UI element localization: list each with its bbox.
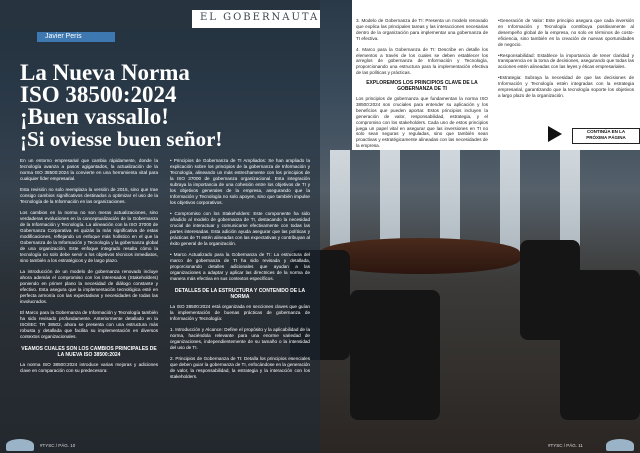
page-number-right: #TYSC / PÁG. 11 xyxy=(548,443,583,448)
paragraph: • Marco Actualizado para la Gobernanza de TI: La estructura del marco de gobernanza de TI ha sido revisada y detallada, proporcionando detalles adicionales que ayudan a las organizaciones a adaptar y aplicar las directrices de la norma de manera más efectiva en sus contextos específicos. xyxy=(170,252,310,281)
section-heading: VEAMOS CUALES SON LOS CAMBIOS PRINCIPALES DE LA NUEVA ISO 38500:2024 xyxy=(21,346,157,358)
paragraph: 1. Introducción y Alcance: Define el propósito y la aplicabilidad de la norma, haciéndola relevante para una enorme variedad de organizaciones, independientemente de su tamaño o la intensidad del uso de TI. xyxy=(170,327,310,350)
paragraph: Esta revisión no solo reemplaza la versión de 2015, sino que trae consigo cambios significativos destinados a optimizar el uso de la Tecnología de la Información en las organizaciones. xyxy=(20,187,158,204)
section-brand: EL GOBERNAUTA xyxy=(200,12,320,23)
paragraph: Los cambios en la norma no son meras actualizaciones, sino verdaderas evoluciones en la conceptualización de la Gobernanza de la Información y Tecnología. La alineación con la ISO 37000 de Gobernanza Corporativa es quizás la más significativa de estas modificaciones, reflejando un enfoque más holístico en el que la Gobernanza de la Información y Tecnología y la gobernanza global de una organización. Este enfoque integrado resalta cómo la tecnología no solo debe servir a los objetivos técnicos inmediatos, sino también a los estratégicos y de largo plazo. xyxy=(20,210,158,263)
arrow-right-icon xyxy=(548,126,562,142)
continue-next-page[interactable] xyxy=(572,128,640,144)
article-column-1 xyxy=(20,158,158,379)
magazine-logo-icon xyxy=(6,439,34,451)
author-tag: Javier Peris xyxy=(37,32,115,42)
paragraph: •Generación de Valor: Este principio asegura que cada inversión en Información y Tecnología contribuya positivamente al desempeño global de la empresa, no solo en términos de costo-eficiencia, sino también en la creación de nuevas oportunidades de negocio. xyxy=(498,18,634,47)
title-line-2: ISO 38500:2024 xyxy=(20,82,177,107)
title-line-1: La Nueva Norma xyxy=(20,60,190,85)
paragraph: El Marco para la Gobernanza de Información y Tecnología también ha sido revisado profundamente. Anteriormente detallado en la ISO/IEC TR 38502, ahora se presenta con una estructura más robusta y detallada que facilita su implementación en diversos contextos organizacionales. xyxy=(20,310,158,339)
paragraph: •Estrategia: Subraya la necesidad de que las decisiones de Información y Tecnología estén integradas con la estrategia empresarial, garantizando que la tecnología soporte los objetivos a largo plazo de la organización. xyxy=(498,75,634,98)
section-heading: EXPLOREMOS LOS PRINCIPIOS CLAVE DE LA GOBERNANZA DE TI xyxy=(366,80,478,93)
paragraph: • Compromiso con los Stakeholders: Este componente ha sido añadido al modelo de gobernanza de TI, destacando la necesidad crucial de interactuar y comunicarse efectivamente con todas las partes interesadas. Esta adición ayuda asegurar que las políticas y prácticas de TI estén alineadas con las expectativas y contribuyan al éxito general de la organización. xyxy=(170,211,310,246)
article-column-4 xyxy=(498,18,634,104)
magazine-logo-icon xyxy=(606,439,634,451)
article-column-3 xyxy=(356,18,488,154)
paragraph: •Responsabilidad: Establece la importancia de tener claridad y transparencia en la toma de decisiones, asegurando que todas las acciones estén alineadas con las leyes y éticas empresariales. xyxy=(498,52,634,70)
paragraph: Los principios de gobernanza que fundamentan la norma ISO 38500:2024 son cruciales para entender su aplicación y los beneficios que pueden aportar. Estos principios incluyen la generación de valor, responsabilidad, estrategia, y el compromiso con los stakeholders. Cada uno de estos principios juega un papel vital en asegurar que las inversiones en TI no solo sean seguras y reguladas, sino que también sean proactivas y estratégicamente alineadas con las necesidades de la empresa. xyxy=(356,95,488,149)
chair xyxy=(560,270,640,420)
continue-line-2: PRÓXIMA PÁGINA xyxy=(586,135,626,140)
title-line-4: ¡Si oviesse buen señor! xyxy=(20,127,223,151)
paragraph: 3. Modelo de Gobernanza de TI: Presenta un modelo renovado que explica las principales tareas y las interacciones necesarias dentro de la organización para implementar una gobernanza de TI efectiva. xyxy=(356,18,488,41)
continue-line-1: CONTINÚA EN LA xyxy=(586,129,626,134)
paragraph: En un entorno empresarial que cambia rápidamente, donde la tecnología avanza a pasos agigantados, la actualización de la norma ISO 38500:2024 la convierte en una herramienta vital para cualquier líder empresarial. xyxy=(20,158,158,181)
chair xyxy=(350,290,440,420)
paragraph: La norma ISO 38500:2024 introduce varias mejoras y adiciones clave en comparación con su predecesora: xyxy=(20,362,158,373)
section-heading: DETALLES DE LA ESTRUCTURA Y CONTENIDO DE LA NORMA xyxy=(174,288,306,300)
paragraph: 4. Marco para la Gobernanza de TI: Describe en detalle los elementos a través de los cuales se deben establecer los arreglos de gobernanza de Información y Tecnología, proporcionando una estructura para la implementación efectiva de las políticas y prácticas. xyxy=(356,46,488,76)
conference-table xyxy=(320,238,520,274)
paragraph: • Principios de Gobernanza de TI Ampliados: Se han ampliado la explicación sobre los principios de la gobernanza de Información y Tecnología, alineando un más estrechamente con los principios de la ISO 37000 de gobernanza organizacional. Esta integración subraya la importancia de una cohesión entre los objetivos de TI y los objetivos generales de la empresa, asegurando que la Información y Tecnología no solo apoyen, sino que también impulse los objetivos corporativos. xyxy=(170,158,310,205)
article-column-2 xyxy=(170,158,310,385)
paragraph: La introducción de un modelo de gobernanza renovado incluye ahora además el compromiso con los interesados (Stakeholders) poniendo en primer plano la necesidad de diálogo constante y efectivo. Esta asegura que la implementación tecnológica esté en perfecta armonía con las expectativas y necesidades de todas las involucrados. xyxy=(20,269,158,304)
paragraph: La ISO 38500:2024 está organizada en secciones claves que guían la implementación de buenas prácticas de gobernanza de Información y Tecnología: xyxy=(170,304,310,321)
page-number-left: #TYSC / PÁG. 10 xyxy=(40,443,76,448)
paragraph: 2. Principios de Gobernanza de TI: Detalla los principios esenciales que deben guiar la gobernanza de TI, enfocándose en la generación de valor, la responsabilidad, la estrategia y la interacción con los stakeholders. xyxy=(170,356,310,379)
title-line-3: ¡Buen vassallo! xyxy=(20,104,169,129)
page-title xyxy=(20,62,320,150)
